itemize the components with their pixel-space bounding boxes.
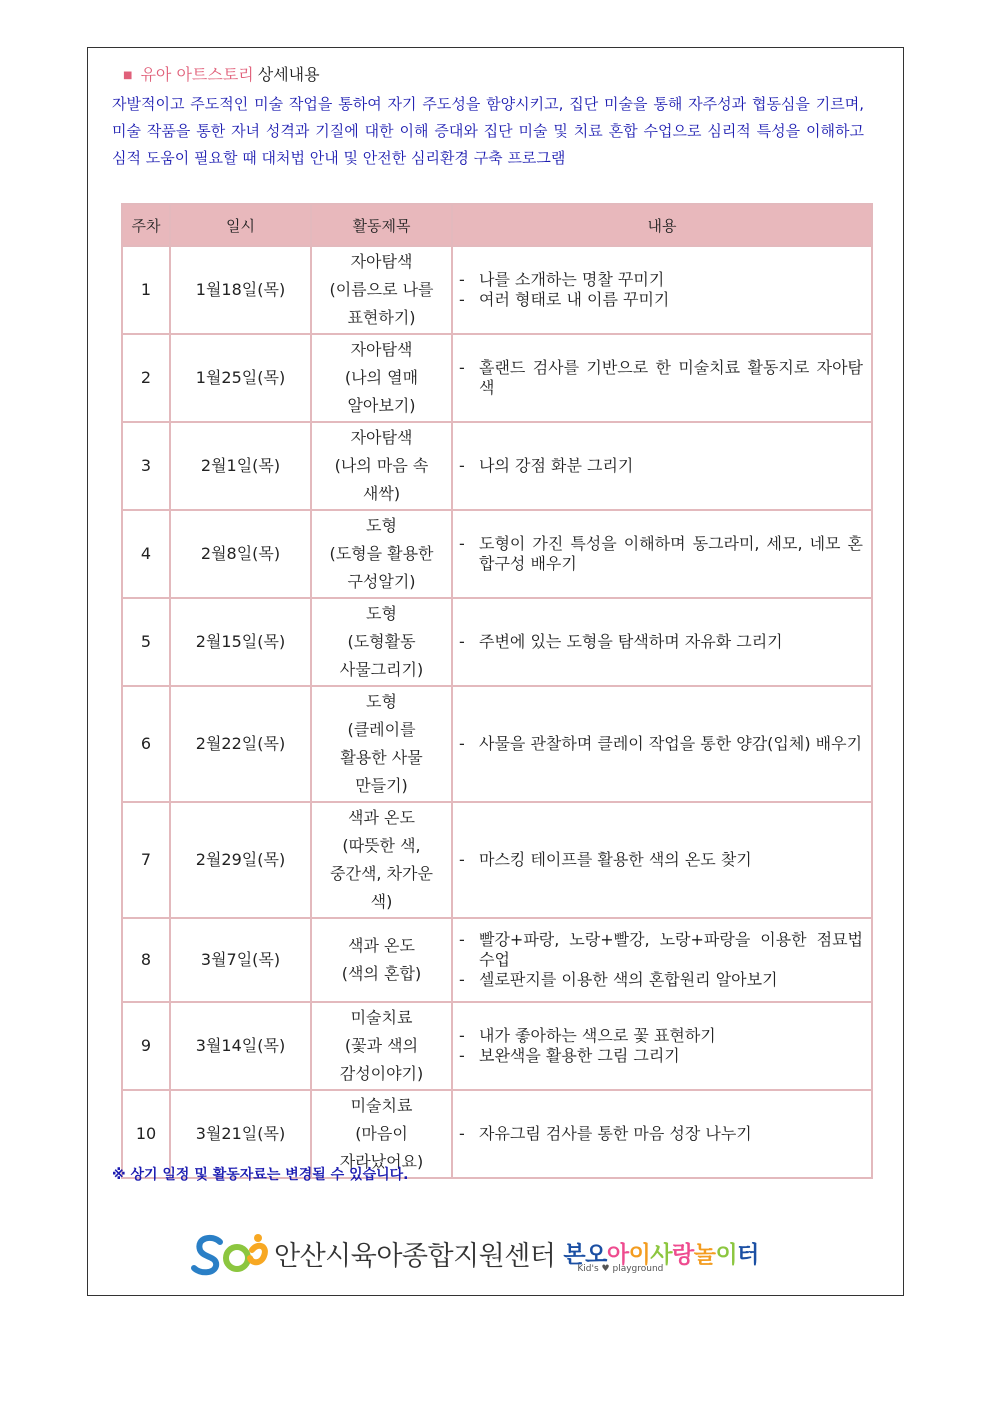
activity-title-cell <box>311 802 452 918</box>
table-row <box>122 422 872 510</box>
header-content: 내용 <box>452 204 872 246</box>
date-cell: 2월15일(목) <box>170 598 311 686</box>
date-cell: 3월7일(목) <box>170 918 311 1002</box>
content-list-item <box>459 734 863 754</box>
dash-bullet-icon: - <box>459 1046 465 1065</box>
date-cell: 2월8일(목) <box>170 510 311 598</box>
activity-title-line: 알아보기) <box>347 396 416 415</box>
content-text: 셀로판지를 이용한 색의 혼합원리 알아보기 <box>479 970 778 989</box>
program-name: 유아 아트스토리 <box>140 65 254 84</box>
dash-bullet-icon: - <box>459 358 465 377</box>
week-cell: 8 <box>122 918 170 1002</box>
content-text: 홀랜드 검사를 기반으로 한 미술치료 활동지로 자아탐색 <box>479 358 863 397</box>
activity-title-line: 표현하기) <box>347 308 416 327</box>
dash-bullet-icon: - <box>459 632 465 651</box>
date-cell: 1월25일(목) <box>170 334 311 422</box>
dash-bullet-icon: - <box>459 850 465 869</box>
content-text: 내가 좋아하는 색으로 꽃 표현하기 <box>479 1026 716 1045</box>
header-title: 활동제목 <box>311 204 452 246</box>
activity-title-line: 자아탐색 <box>350 252 413 271</box>
week-cell: 4 <box>122 510 170 598</box>
activity-title-line: (꽃과 색의 <box>344 1036 419 1055</box>
activity-title-line: 자라났어요) <box>339 1152 424 1171</box>
content-list-item <box>459 534 863 574</box>
activity-title-line: 만들기) <box>355 776 408 795</box>
activity-title-line: (나의 열매 <box>344 368 419 387</box>
table-row <box>122 334 872 422</box>
activity-content-cell <box>452 422 872 510</box>
header-week: 주차 <box>122 204 170 246</box>
week-cell: 10 <box>122 1090 170 1178</box>
content-list-item <box>459 1124 863 1144</box>
activity-title-cell <box>311 918 452 1002</box>
activity-title-line: 색) <box>370 892 393 911</box>
schedule-table <box>121 203 873 1179</box>
content-text: 나의 강점 화분 그리기 <box>479 456 634 475</box>
activity-title-line: (색의 혼합) <box>341 964 422 983</box>
activity-title-line: 도형 <box>366 692 397 711</box>
content-text: 빨강+파랑, 노랑+빨강, 노랑+파랑을 이용한 점묘법 수업 <box>479 930 863 969</box>
table-row <box>122 802 872 918</box>
activity-content-cell <box>452 1002 872 1090</box>
week-cell: 2 <box>122 334 170 422</box>
week-cell: 9 <box>122 1002 170 1090</box>
heading-suffix: 상세내용 <box>257 65 320 84</box>
section-heading <box>123 64 320 87</box>
table-row <box>122 598 872 686</box>
activity-title-cell <box>311 1002 452 1090</box>
content-list-item <box>459 970 863 990</box>
activity-title-line: (이름으로 나를 <box>329 280 434 299</box>
activity-title-line: 중간색, 차가운 <box>330 864 433 883</box>
table-row <box>122 246 872 334</box>
dash-bullet-icon: - <box>459 1124 465 1143</box>
content-text: 마스킹 테이프를 활용한 색의 온도 찾기 <box>479 850 752 869</box>
activity-title-line: 색과 온도 <box>348 936 415 955</box>
dash-bullet-icon: - <box>459 930 465 949</box>
footer-logo <box>190 1228 759 1278</box>
content-list-item <box>459 850 863 870</box>
date-cell: 2월29일(목) <box>170 802 311 918</box>
date-cell: 3월21일(목) <box>170 1090 311 1178</box>
dash-bullet-icon: - <box>459 1026 465 1045</box>
playground-name: 본오아이사랑놀이터 <box>563 1242 759 1268</box>
date-cell: 3월14일(목) <box>170 1002 311 1090</box>
activity-content-cell <box>452 686 872 802</box>
activity-title-cell <box>311 598 452 686</box>
activity-content-cell <box>452 246 872 334</box>
activity-title-cell <box>311 686 452 802</box>
activity-title-line: (나의 마음 속 <box>334 456 429 475</box>
playground-subtitle: Kid's ♥ playground <box>577 1264 664 1274</box>
dash-bullet-icon: - <box>459 456 465 475</box>
activity-title-line: 새싹) <box>362 484 401 503</box>
content-list-item <box>459 930 863 970</box>
program-description: 자발적이고 주도적인 미술 작업을 통하여 자기 주도성을 함양시키고, 집단 미술을 통해 자주성과 협동심을 기르며, 미술 작품을 통한 자녀 성격과 기질에 대한 이해 증대와 집단 미술 및 치료 혼합 수업으로 심리적 특성을 이해하고 심적 도움이 필요할 때 대처법 안내 및 안전한 심리환경 구축 프로그램 <box>112 95 864 167</box>
content-text: 사물을 관찰하며 클레이 작업을 통한 양감(입체) 배우기 <box>479 734 863 753</box>
playground-logo <box>563 1228 758 1278</box>
week-cell: 3 <box>122 422 170 510</box>
dash-bullet-icon: - <box>459 290 465 309</box>
activity-title-line: 자아탐색 <box>350 428 413 447</box>
dash-bullet-icon: - <box>459 734 465 753</box>
center-name: 안산시육아종합지원센터 <box>274 1240 556 1272</box>
activity-title-line: 구성알기) <box>347 572 416 591</box>
activity-title-line: (따뜻한 색, <box>342 836 421 855</box>
dash-bullet-icon: - <box>459 534 465 553</box>
activity-content-cell <box>452 510 872 598</box>
content-text: 여러 형태로 내 이름 꾸미기 <box>479 290 670 309</box>
activity-title-line: (클레이를 <box>347 720 416 739</box>
activity-title-line: 미술치료 <box>350 1008 413 1027</box>
week-cell: 1 <box>122 246 170 334</box>
activity-content-cell <box>452 802 872 918</box>
center-logo-icon <box>190 1228 270 1278</box>
table-row <box>122 918 872 1002</box>
dash-bullet-icon: - <box>459 270 465 289</box>
content-text: 주변에 있는 도형을 탐색하며 자유화 그리기 <box>479 632 783 651</box>
activity-title-cell <box>311 334 452 422</box>
content-list-item <box>459 1046 863 1066</box>
content-list-item <box>459 270 863 290</box>
content-list-item <box>459 632 863 652</box>
activity-title-cell <box>311 510 452 598</box>
activity-title-line: (마음이 <box>355 1124 408 1143</box>
square-bullet-icon: ■ <box>123 70 133 81</box>
activity-title-line: (도형활동 <box>347 632 416 651</box>
table-row <box>122 686 872 802</box>
activity-title-line: 색과 온도 <box>348 808 415 827</box>
content-text: 자유그림 검사를 통한 마음 성장 나누기 <box>479 1124 752 1143</box>
content-list-item <box>459 358 863 398</box>
header-date: 일시 <box>170 204 311 246</box>
activity-title-line: 도형 <box>366 516 397 535</box>
content-text: 나를 소개하는 명찰 꾸미기 <box>479 270 665 289</box>
activity-content-cell <box>452 598 872 686</box>
table-row <box>122 1002 872 1090</box>
dash-bullet-icon: - <box>459 970 465 989</box>
date-cell: 2월1일(목) <box>170 422 311 510</box>
content-list-item <box>459 290 863 310</box>
table-row <box>122 510 872 598</box>
activity-title-line: 사물그리기) <box>339 660 424 679</box>
week-cell: 5 <box>122 598 170 686</box>
schedule-notice: ※ 상기 일정 및 활동자료는 변경될 수 있습니다. <box>112 1167 409 1183</box>
activity-title-line: 미술치료 <box>350 1096 413 1115</box>
activity-title-line: 활용한 사물 <box>340 748 423 767</box>
activity-content-cell <box>452 1090 872 1178</box>
activity-title-line: (도형을 활용한 <box>329 544 434 563</box>
content-text: 보완색을 활용한 그림 그리기 <box>479 1046 680 1065</box>
content-list-item <box>459 456 863 476</box>
table-header-row <box>122 204 872 246</box>
date-cell: 1월18일(목) <box>170 246 311 334</box>
activity-title-cell <box>311 422 452 510</box>
week-cell: 7 <box>122 802 170 918</box>
activity-title-line: 감성이야기) <box>339 1064 424 1083</box>
activity-title-cell <box>311 246 452 334</box>
activity-title-line: 자아탐색 <box>350 340 413 359</box>
activity-content-cell <box>452 918 872 1002</box>
date-cell: 2월22일(목) <box>170 686 311 802</box>
activity-title-line: 도형 <box>366 604 397 623</box>
content-text: 도형이 가진 특성을 이해하며 동그라미, 세모, 네모 혼합구성 배우기 <box>479 534 863 573</box>
week-cell: 6 <box>122 686 170 802</box>
activity-content-cell <box>452 334 872 422</box>
content-list-item <box>459 1026 863 1046</box>
